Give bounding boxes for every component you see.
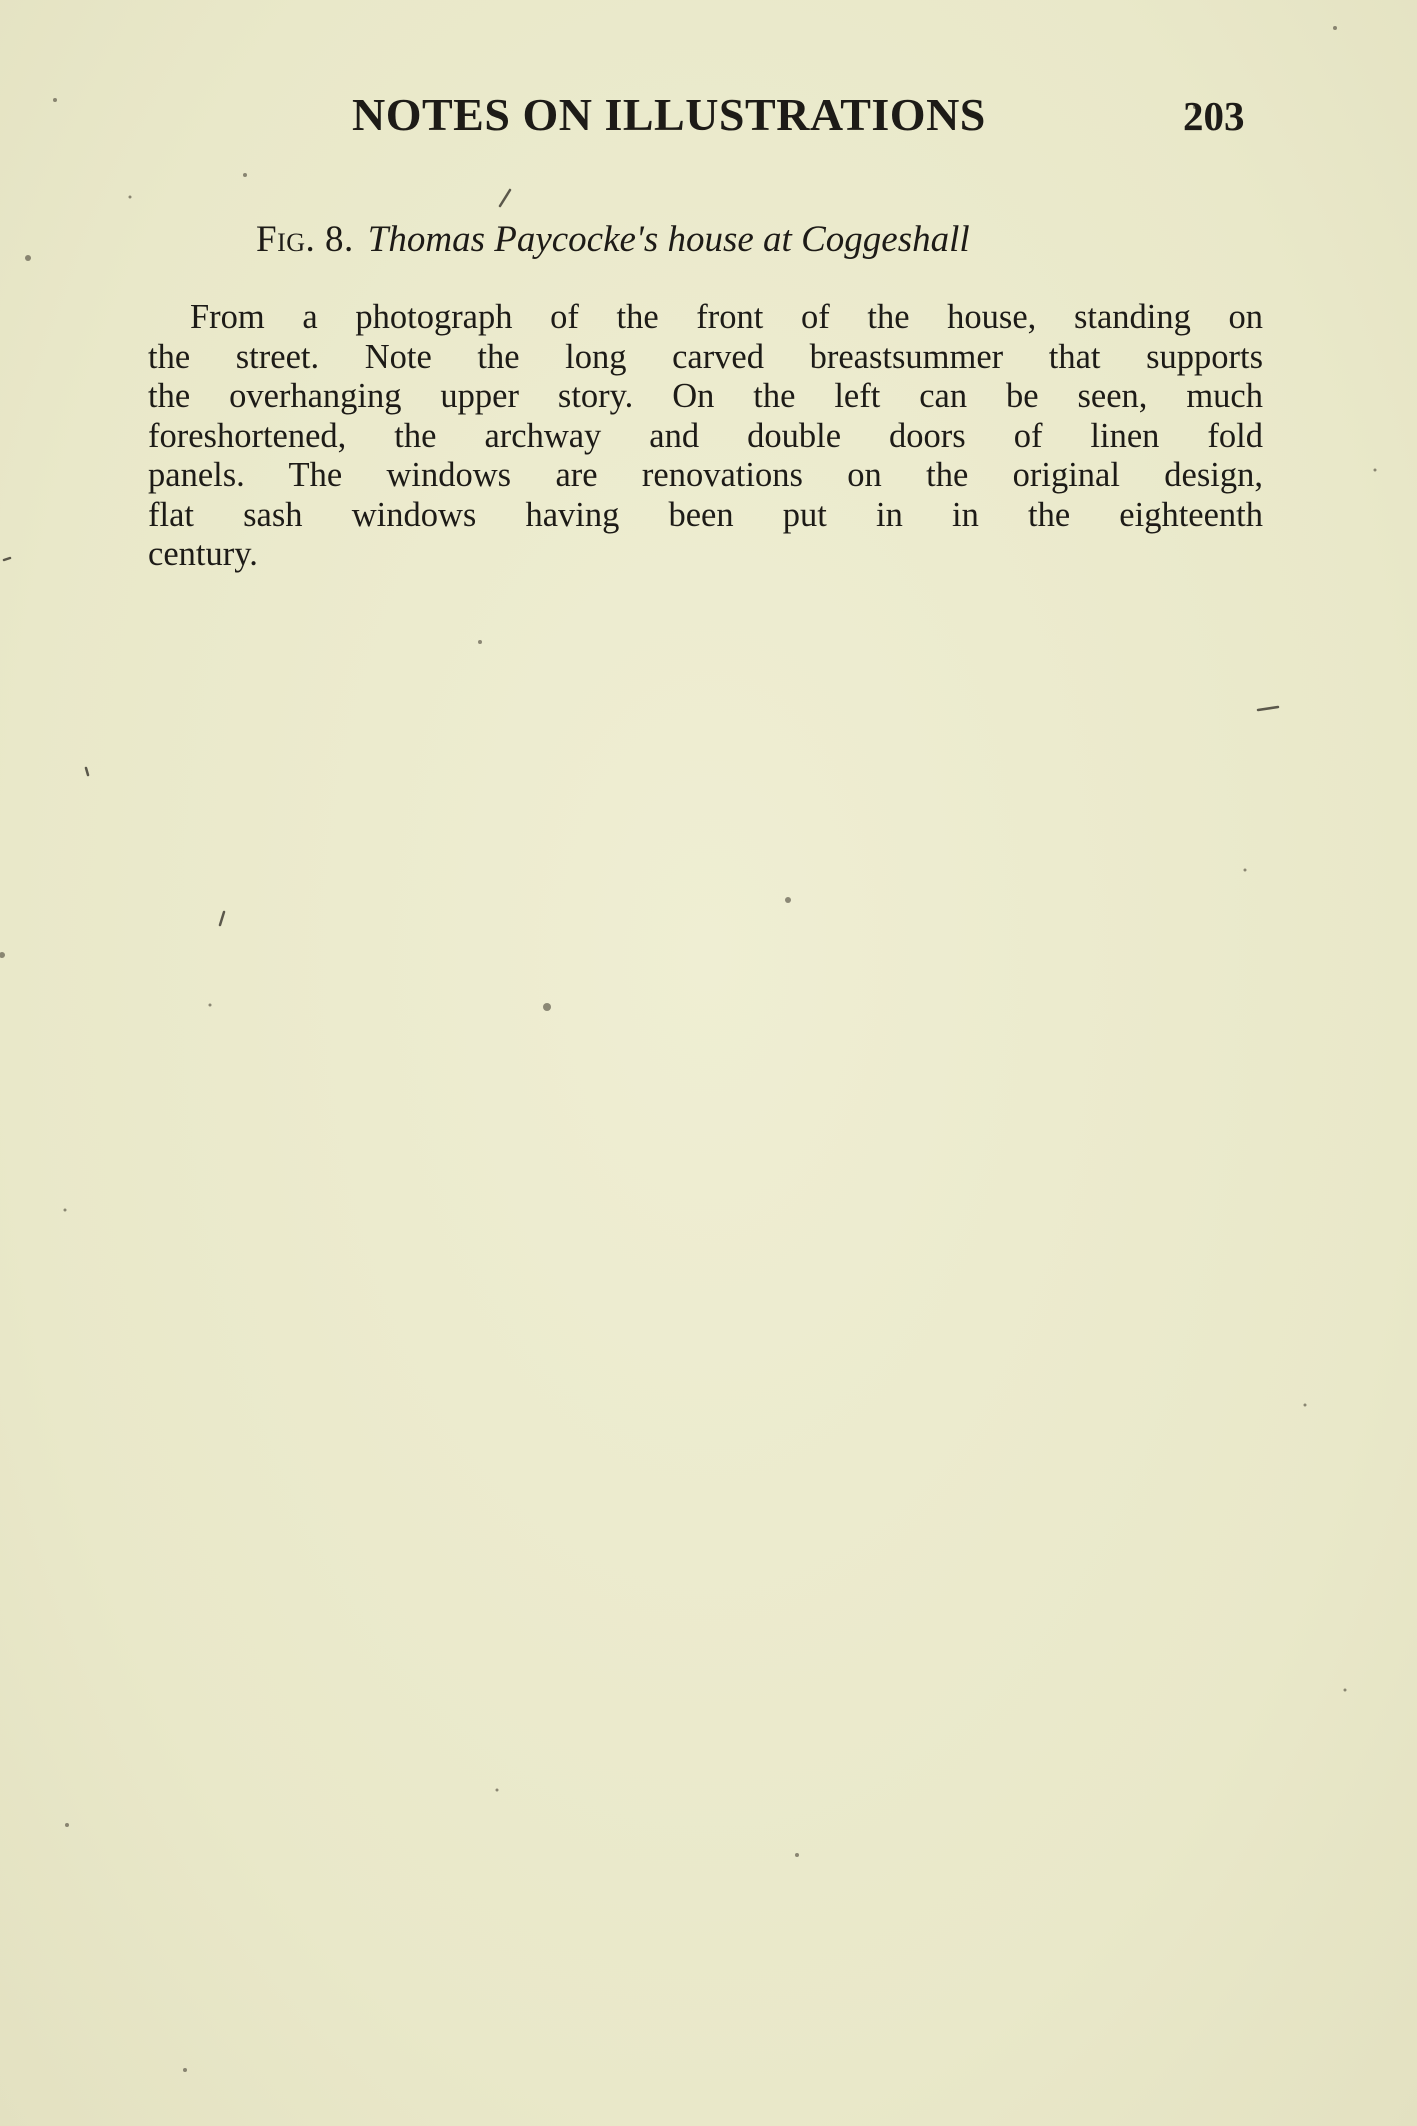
running-head-title: NOTES ON ILLUSTRATIONS <box>352 89 986 140</box>
paragraph-line: From a photograph of the front of the house, standing on <box>190 298 1263 336</box>
figure-label: Fig. 8. <box>256 219 354 260</box>
figure-title: Thomas Paycocke's house at Coggeshall <box>367 219 970 260</box>
paragraph-line: flat sash windows having been put in in the eighteenth <box>148 495 1263 534</box>
page-number: 203 <box>1183 93 1245 139</box>
paragraph-line: the overhanging upper story. On the left can be seen, much <box>148 377 1263 415</box>
figure-caption <box>256 218 970 261</box>
paragraph-line: panels. The windows are renovations on the original design, <box>148 456 1263 494</box>
figure-note-paragraph <box>148 298 1263 575</box>
paragraph-line: foreshortened, the archway and double doors of linen fold <box>148 416 1263 455</box>
paragraph-line: the street. Note the long carved breastsummer that supports <box>148 337 1263 376</box>
paragraph-line: century. <box>148 535 258 573</box>
